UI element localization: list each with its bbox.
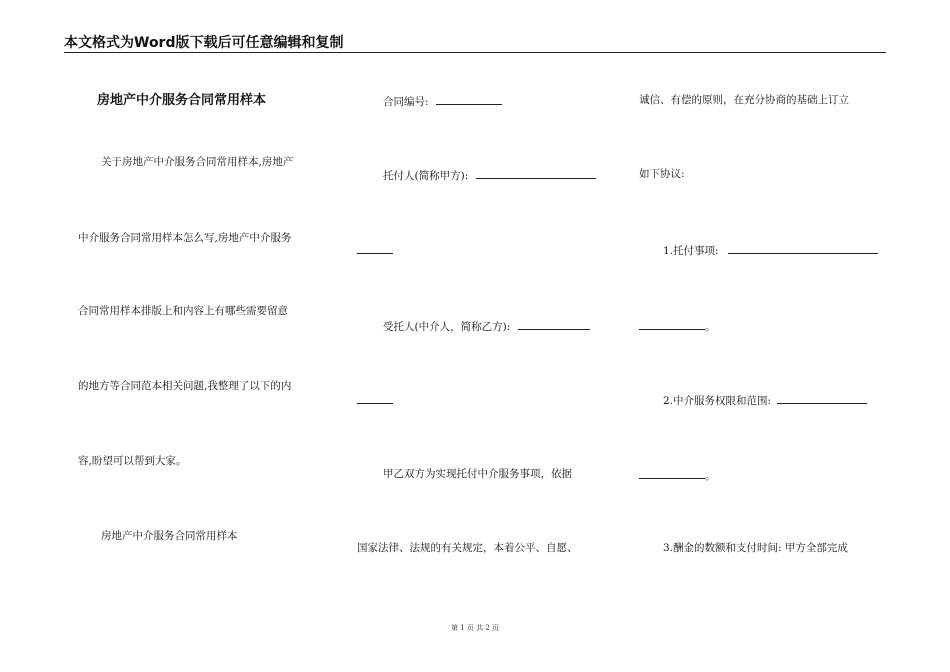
body-line-1: 甲乙双方为实现托付中介服务事项，依据 [383,468,572,480]
agent-blank [518,318,590,330]
client-row [383,167,596,183]
contract-number-label: 合同编号: [383,96,429,108]
item2-end: 。 [705,470,716,482]
agent-blank-2 [357,392,393,404]
body-line-2: 国家法律、法规的有关规定，本着公平、自愿、 [357,542,578,554]
intro-line-5: 容,盼望可以帮到大家。 [78,455,187,467]
page-footer: 第 1 页 共 2 页 [450,624,500,632]
item2-blank [777,392,867,404]
subtitle: 房地产中介服务合同常用样本 [101,530,238,542]
intro-line-4: 的地方等合同范本相关问题,我整理了以下的内 [78,380,292,392]
client-blank [476,167,596,179]
client-blank-continued [357,242,393,258]
principle-line: 诚信、有偿的原则，在充分协商的基础上订立 [639,94,849,106]
item3-line: 3.酬金的数额和支付时间: 甲方全部完成 [663,542,848,554]
agent-blank-continued [357,392,393,408]
intro-line-3: 合同常用样本排版上和内容上有哪些需要留意 [78,305,288,317]
document-header: 本文格式为Word版下载后可任意编辑和复制 [64,35,344,51]
client-label: 托付人(简称甲方): [383,170,469,182]
item1-blank [728,242,878,254]
item1-continued [639,318,716,334]
document-title: 房地产中介服务合同常用样本 [97,93,267,108]
intro-line-2: 中介服务合同常用样本怎么写,房地产中介服务 [78,232,292,244]
agreement-line: 如下协议: [639,168,685,180]
agent-row [383,318,590,334]
contract-number-blank [436,93,502,105]
item1-row [663,242,878,258]
intro-line-1: 关于房地产中介服务合同常用样本,房地产 [101,156,294,168]
item1-label: 1.托付事项: [663,245,719,257]
client-blank-2 [357,242,393,254]
header-divider [64,52,886,53]
item2-blank-2 [639,467,705,479]
item2-label: 2.中介服务权限和范围: [663,395,772,407]
item2-row [663,392,867,408]
contract-number-row [383,93,502,109]
item1-blank-2 [639,318,705,330]
item1-end: 。 [705,321,716,333]
item2-continued [639,467,716,483]
agent-label: 受托人(中介人，简称乙方): [383,321,511,333]
